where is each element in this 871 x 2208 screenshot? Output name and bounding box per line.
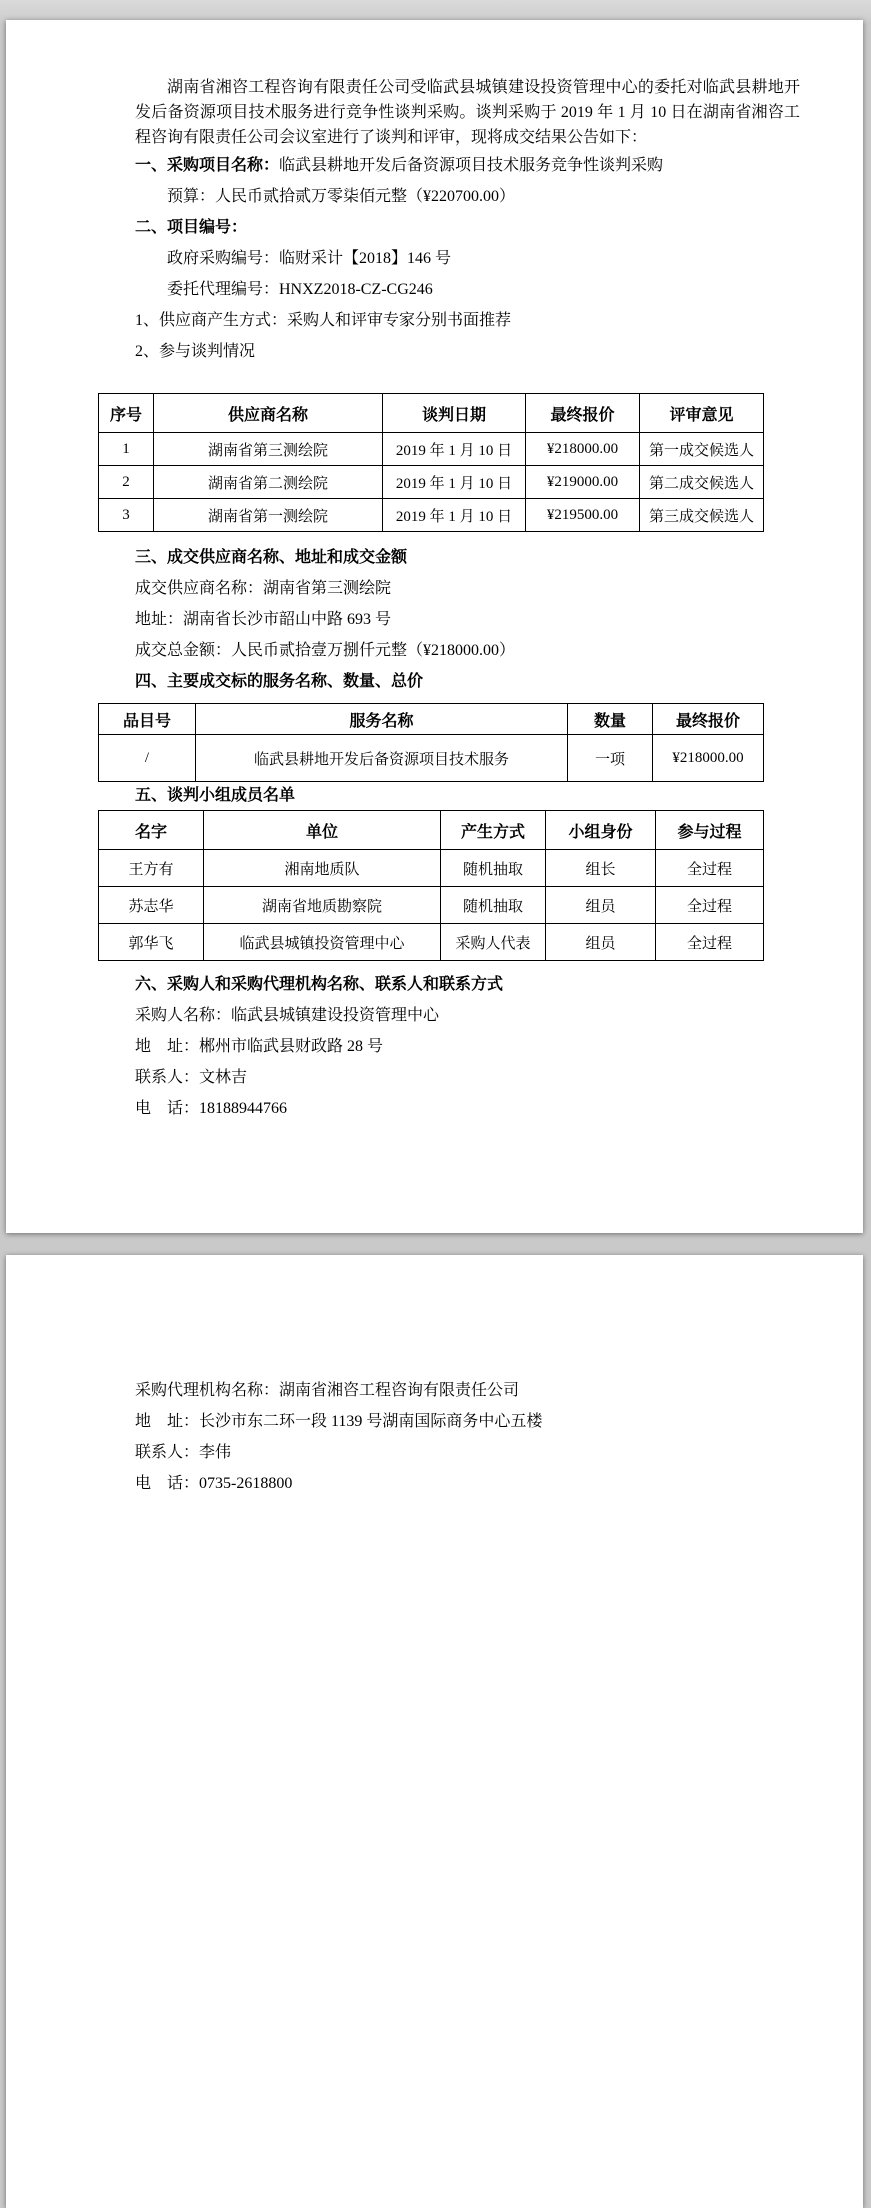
cell-supplier: 湖南省第三测绘院 — [154, 433, 383, 466]
awarded-address-line: 地址：湖南省长沙市韶山中路 693 号 — [135, 611, 392, 628]
section-2-heading: 二、项目编号： — [135, 219, 248, 236]
agency-name-line: 采购代理机构名称：湖南省湘咨工程咨询有限责任公司 — [135, 1382, 520, 1399]
section-1-heading: 一、采购项目名称： — [135, 157, 280, 174]
section-5-heading: 五、谈判小组成员名单 — [135, 787, 296, 804]
column-header: 最终报价 — [526, 394, 640, 433]
cell-review: 第二成交候选人 — [640, 466, 764, 499]
cell-member-participation: 全过程 — [656, 850, 764, 887]
cell-member-name: 郭华飞 — [99, 924, 204, 961]
award-items-table — [98, 703, 764, 782]
awarded-amount-line: 成交总金额：人民币贰拾壹万捌仟元整（¥218000.00） — [135, 642, 516, 659]
column-header: 谈判日期 — [383, 394, 526, 433]
column-header: 供应商名称 — [154, 394, 383, 433]
table-row — [99, 433, 764, 466]
table-row — [99, 924, 764, 961]
cell-review: 第三成交候选人 — [640, 499, 764, 532]
page-1 — [6, 20, 863, 1233]
cell-review: 第一成交候选人 — [640, 433, 764, 466]
cell-seq: 1 — [99, 433, 154, 466]
cell-quantity: 一项 — [568, 735, 653, 782]
table-row — [99, 499, 764, 532]
cell-price: ¥219500.00 — [526, 499, 640, 532]
supplier-method-line: 1、供应商产生方式：采购人和评审专家分别书面推荐 — [135, 312, 512, 329]
table-row — [99, 466, 764, 499]
section-6-heading: 六、采购人和采购代理机构名称、联系人和联系方式 — [135, 976, 504, 993]
intro-paragraph: 湖南省湘咨工程咨询有限责任公司受临武县城镇建设投资管理中心的委托对临武县耕地开发后备资源项目技术服务进行竞争性谈判采购。谈判采购于 2019 年 1 月 10 日在湖南省湘咨工程咨询有限责任公司会议室进行了谈判和评审，现将成交结果公告如下： — [135, 79, 800, 146]
buyer-contact-line: 联系人：文林吉 — [135, 1069, 248, 1086]
cell-member-org: 湘南地质队 — [204, 850, 441, 887]
cell-member-name: 王方有 — [99, 850, 204, 887]
cell-date: 2019 年 1 月 10 日 — [383, 466, 526, 499]
table-header-row — [99, 704, 764, 735]
cell-service-name: 临武县耕地开发后备资源项目技术服务 — [196, 735, 568, 782]
buyer-address-line: 地 址：郴州市临武县财政路 28 号 — [135, 1038, 384, 1055]
page-2 — [6, 1255, 863, 2208]
cell-member-role: 组员 — [546, 924, 656, 961]
cell-supplier: 湖南省第一测绘院 — [154, 499, 383, 532]
column-header: 小组身份 — [546, 811, 656, 850]
cell-member-role: 组长 — [546, 850, 656, 887]
cell-member-participation: 全过程 — [656, 887, 764, 924]
panel-members-table — [98, 810, 764, 961]
agency-phone-line: 电 话：0735-2618800 — [135, 1475, 293, 1492]
section-3-heading: 三、成交供应商名称、地址和成交金额 — [135, 549, 408, 566]
column-header: 序号 — [99, 394, 154, 433]
column-header: 最终报价 — [653, 704, 764, 735]
column-header: 参与过程 — [656, 811, 764, 850]
cell-member-method: 随机抽取 — [441, 887, 546, 924]
negotiation-table — [98, 393, 764, 532]
cell-item-no: / — [99, 735, 196, 782]
gov-procurement-no-line: 政府采购编号：临财采计【2018】146 号 — [167, 250, 452, 267]
table-row — [99, 850, 764, 887]
page-1-content — [6, 20, 863, 1124]
cell-seq: 2 — [99, 466, 154, 499]
cell-member-org: 临武县城镇投资管理中心 — [204, 924, 441, 961]
cell-price: ¥218000.00 — [653, 735, 764, 782]
column-header: 名字 — [99, 811, 204, 850]
cell-date: 2019 年 1 月 10 日 — [383, 433, 526, 466]
cell-price: ¥218000.00 — [526, 433, 640, 466]
column-header: 服务名称 — [196, 704, 568, 735]
table-row — [99, 887, 764, 924]
table-header-row — [99, 811, 764, 850]
agency-ref-no-line: 委托代理编号：HNXZ2018-CZ-CG246 — [167, 281, 433, 298]
section-4-heading: 四、主要成交标的服务名称、数量、总价 — [135, 673, 424, 690]
cell-price: ¥219000.00 — [526, 466, 640, 499]
section-1-line — [135, 150, 800, 181]
column-header: 评审意见 — [640, 394, 764, 433]
cell-member-name: 苏志华 — [99, 887, 204, 924]
page-2-content — [6, 1255, 863, 1499]
column-header: 单位 — [204, 811, 441, 850]
column-header: 产生方式 — [441, 811, 546, 850]
awarded-supplier-line: 成交供应商名称：湖南省第三测绘院 — [135, 580, 392, 597]
negotiation-status-line: 2、参与谈判情况 — [135, 343, 256, 360]
cell-supplier: 湖南省第二测绘院 — [154, 466, 383, 499]
section-1-value: 临武县耕地开发后备资源项目技术服务竞争性谈判采购 — [279, 157, 664, 174]
cell-member-method: 随机抽取 — [441, 850, 546, 887]
cell-member-participation: 全过程 — [656, 924, 764, 961]
table-row — [99, 735, 764, 782]
buyer-name-line: 采购人名称：临武县城镇建设投资管理中心 — [135, 1007, 440, 1024]
column-header: 数量 — [568, 704, 653, 735]
agency-address-line: 地 址：长沙市东二环一段 1139 号湖南国际商务中心五楼 — [135, 1413, 543, 1430]
buyer-phone-line: 电 话：18188944766 — [135, 1100, 288, 1117]
cell-seq: 3 — [99, 499, 154, 532]
cell-member-org: 湖南省地质勘察院 — [204, 887, 441, 924]
table-header-row — [99, 394, 764, 433]
cell-date: 2019 年 1 月 10 日 — [383, 499, 526, 532]
cell-member-role: 组员 — [546, 887, 656, 924]
budget-line: 预算：人民币贰拾贰万零柒佰元整（¥220700.00） — [167, 188, 516, 205]
column-header: 品目号 — [99, 704, 196, 735]
agency-contact-line: 联系人：李伟 — [135, 1444, 232, 1461]
cell-member-method: 采购人代表 — [441, 924, 546, 961]
